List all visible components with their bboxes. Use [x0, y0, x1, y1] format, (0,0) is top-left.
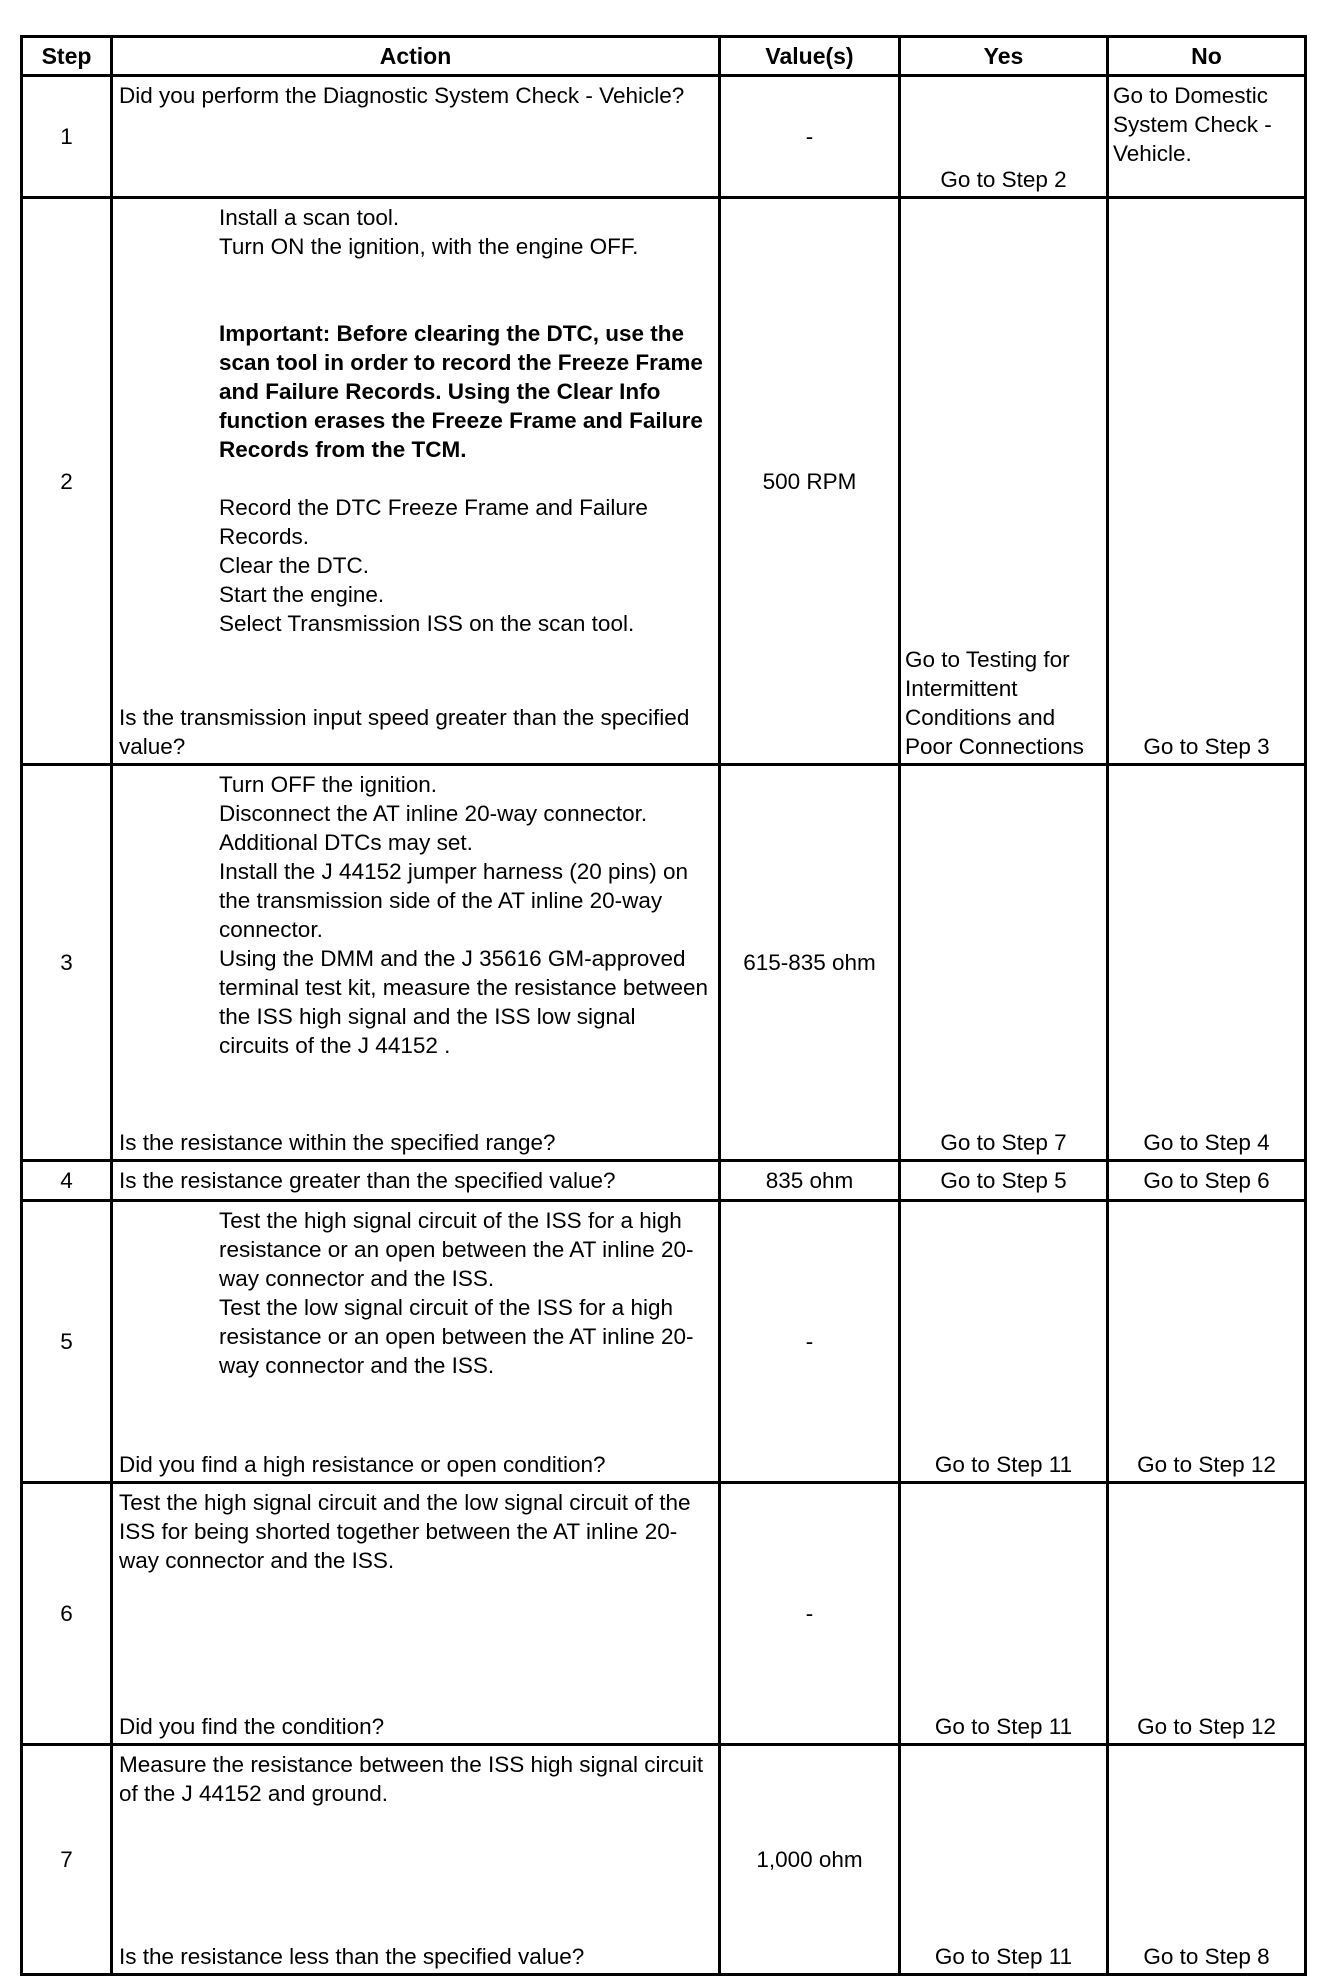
header-values: Value(s)	[720, 37, 900, 76]
important-note: Important: Before clearing the DTC, use the scan tool in order to record the Freeze Frame and Failure Records. Using the Clear Info function erases the Freeze Frame and Failure Records from the TCM.	[219, 321, 703, 462]
question-text: Did you find the condition?	[119, 1714, 385, 1739]
action-item: Disconnect the AT inline 20-way connector. Additional DTCs may set.	[219, 801, 648, 855]
action-item: Record the DTC Freeze Frame and Failure Records.	[219, 495, 648, 549]
table-row	[22, 76, 1306, 198]
yes-text: Go to Step 7	[940, 1130, 1067, 1155]
yes-cell	[900, 1201, 1108, 1483]
yes-text: Go to Step 2	[940, 167, 1067, 192]
step-number: 6	[22, 1483, 112, 1745]
no-text: Go to Step 3	[1143, 734, 1270, 759]
table-row	[22, 765, 1306, 1161]
yes-text: Go to Step 11	[934, 1944, 1073, 1969]
action-item: Test the low signal circuit of the ISS for a high resistance or an open between the AT inline 20-way connector and the ISS.	[219, 1295, 694, 1378]
action-item: Install a scan tool.	[219, 205, 400, 230]
value-cell: 500 RPM	[720, 198, 900, 765]
yes-text: Go to Step 11	[934, 1452, 1073, 1477]
action-item: Start the engine.	[219, 582, 385, 607]
yes-text: Go to Testing for Intermittent Conditions and Poor Connections	[905, 647, 1084, 759]
no-text: Go to Step 12	[1137, 1714, 1276, 1739]
step-number: 4	[22, 1161, 112, 1201]
table-row	[22, 1201, 1306, 1483]
no-text: Go to Step 6	[1108, 1161, 1306, 1201]
action-cell	[112, 1745, 720, 1975]
action-cell	[112, 1483, 720, 1745]
yes-text: Go to Step 5	[900, 1161, 1108, 1201]
no-text: Go to Step 4	[1143, 1130, 1270, 1155]
no-text: Go to Step 12	[1137, 1452, 1276, 1477]
action-cell	[112, 76, 720, 198]
yes-cell	[900, 1745, 1108, 1975]
header-step: Step	[22, 37, 112, 76]
question-text: Did you find a high resistance or open condition?	[119, 1452, 606, 1477]
value-cell: -	[720, 1483, 900, 1745]
action-cell	[112, 765, 720, 1161]
question-text: Is the transmission input speed greater than the specified value?	[119, 705, 690, 759]
header-action: Action	[112, 37, 720, 76]
no-cell	[1108, 1201, 1306, 1483]
yes-text: Go to Step 11	[934, 1714, 1073, 1739]
value-cell: 1,000 ohm	[720, 1745, 900, 1975]
action-text: Did you perform the Diagnostic System Check - Vehicle?	[119, 83, 685, 108]
yes-cell	[900, 198, 1108, 765]
value-cell: -	[720, 76, 900, 198]
step-number: 3	[22, 765, 112, 1161]
header-no: No	[1108, 37, 1306, 76]
action-item: Turn OFF the ignition.	[219, 772, 438, 797]
no-cell	[1108, 765, 1306, 1161]
action-item: Turn ON the ignition, with the engine OFF.	[219, 234, 639, 259]
action-text: Measure the resistance between the ISS high signal circuit of the J 44152 and ground.	[119, 1752, 704, 1806]
yes-cell	[900, 1483, 1108, 1745]
no-cell	[1108, 76, 1306, 198]
value-cell: 615-835 ohm	[720, 765, 900, 1161]
no-cell	[1108, 198, 1306, 765]
value-cell: 835 ohm	[720, 1161, 900, 1201]
no-cell	[1108, 1745, 1306, 1975]
yes-cell	[900, 765, 1108, 1161]
action-cell	[112, 1201, 720, 1483]
action-item: Test the high signal circuit of the ISS for a high resistance or an open between the AT inline 20-way connector and the ISS.	[219, 1208, 694, 1291]
header-row	[22, 37, 1306, 76]
header-yes: Yes	[900, 37, 1108, 76]
diagnostic-table	[20, 35, 1307, 1976]
no-text: Go to Step 8	[1143, 1944, 1270, 1969]
step-number: 2	[22, 198, 112, 765]
step-number: 5	[22, 1201, 112, 1483]
question-text: Is the resistance less than the specified value?	[119, 1944, 585, 1969]
action-item: Select Transmission ISS on the scan tool.	[219, 611, 635, 636]
step-number: 1	[22, 76, 112, 198]
table-row	[22, 198, 1306, 765]
action-item: Using the DMM and the J 35616 GM-approved terminal test kit, measure the resistance between the ISS high signal and the ISS low signal circuits of the J 44152 .	[219, 946, 708, 1058]
no-text: Go to Domestic System Check - Vehicle.	[1113, 83, 1272, 166]
no-cell	[1108, 1483, 1306, 1745]
action-text: Is the resistance greater than the specified value?	[119, 1168, 616, 1193]
yes-cell	[900, 76, 1108, 198]
action-item: Install the J 44152 jumper harness (20 pins) on the transmission side of the AT inline 20-way connector.	[219, 859, 689, 942]
action-cell	[112, 198, 720, 765]
action-cell	[112, 1161, 720, 1201]
value-cell: -	[720, 1201, 900, 1483]
table-row	[22, 1745, 1306, 1975]
action-item: Clear the DTC.	[219, 553, 370, 578]
table-row	[22, 1483, 1306, 1745]
question-text: Is the resistance within the specified range?	[119, 1130, 556, 1155]
action-text: Test the high signal circuit and the low signal circuit of the ISS for being shorted together between the AT inline 20-way connector and the ISS.	[119, 1490, 691, 1573]
step-number: 7	[22, 1745, 112, 1975]
table-row	[22, 1161, 1306, 1201]
